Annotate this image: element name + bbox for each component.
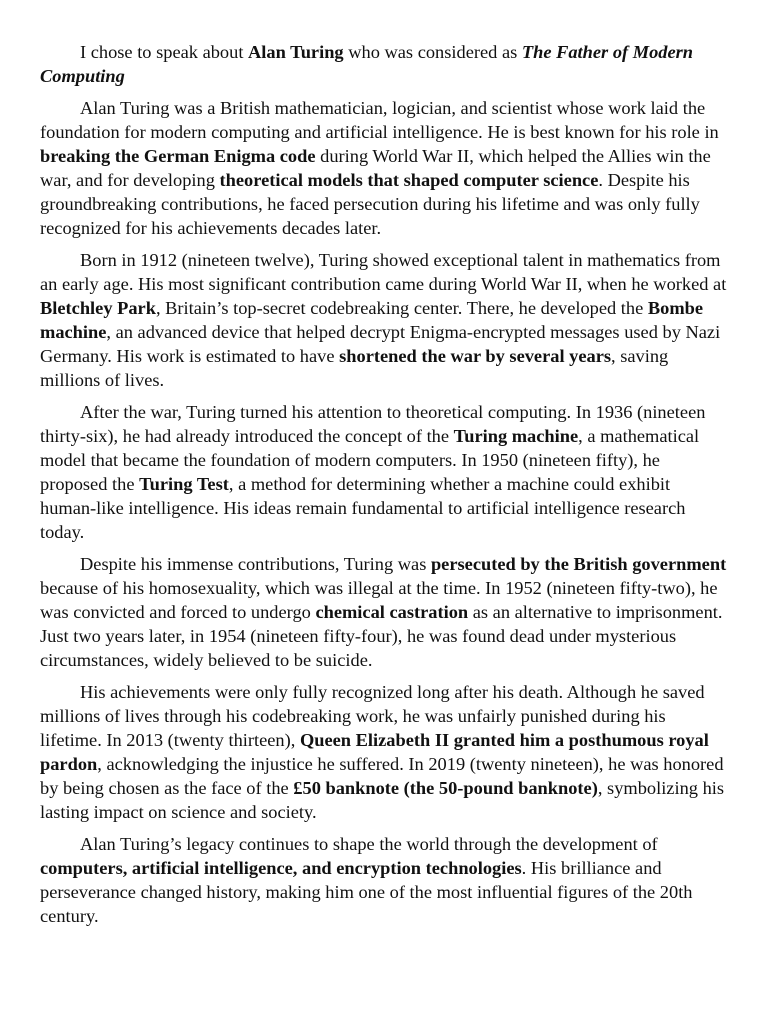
paragraph-early-life: [40, 248, 730, 392]
text-run: , saving millions of lives.: [40, 346, 669, 390]
paragraph-theoretical-computing: [40, 400, 730, 544]
text-run: , Britain’s top-secret codebreaking center. There, he developed the: [155, 298, 648, 318]
bold-text-run: persecuted by the British government: [430, 554, 727, 574]
bold-text-run: theoretical models that shaped computer science: [219, 170, 599, 190]
text-run: because of his homosexuality, which was illegal at the time. In 1952 (nineteen fifty-two), he was convicted and forced to undergo: [40, 578, 718, 622]
text-run: After the war, Turing turned his attention to theoretical computing. In 1936 (nineteen thirty-six), he had already introduced the concept of the: [40, 402, 706, 446]
bold-text-run: computers, artificial intelligence, and encryption technologies: [40, 858, 522, 878]
text-run: Alan Turing was a British mathematician, logician, and scientist whose work laid the foundation for modern computing and artificial intelligence. He is best known for his role in: [40, 98, 719, 142]
document-body: [40, 40, 730, 936]
text-run: , symbolizing his lasting impact on science and society.: [40, 778, 725, 822]
text-run: who was considered as: [343, 42, 522, 62]
bold-italic-text-run: The Father of Modern Computing: [40, 42, 694, 86]
text-run: , a method for determining whether a machine could exhibit human-like intelligence. His ideas remain fundamental to artificial intelligence research today.: [40, 474, 686, 542]
text-run: . Despite his groundbreaking contributions, he faced persecution during his lifetime and was only fully recognized for his achievements decades later.: [40, 170, 700, 238]
text-run: I chose to speak about: [80, 42, 249, 62]
text-run: during World War II, which helped the Allies win the war, and for developing: [40, 146, 711, 190]
text-run: as an alternative to imprisonment. Just two years later, in 1954 (nineteen fifty-four), he was found dead under mysterious circumstances, widely believed to be suicide.: [40, 602, 723, 670]
paragraph-legacy: [40, 832, 730, 928]
bold-text-run: breaking the German Enigma code: [40, 146, 316, 166]
text-run: , acknowledging the injustice he suffered. In 2019 (twenty nineteen), he was honored by being chosen as the face of the: [40, 754, 724, 798]
text-run: Despite his immense contributions, Turing was: [80, 554, 431, 574]
bold-text-run: Bombe machine: [40, 298, 704, 342]
paragraph-persecution: [40, 552, 730, 672]
text-run: Alan Turing’s legacy continues to shape the world through the development of: [80, 834, 658, 854]
paragraph-overview: [40, 96, 730, 240]
text-run: Born in 1912 (nineteen twelve), Turing showed exceptional talent in mathematics from an early age. His most significant contribution came during World War II, when he worked at: [40, 250, 727, 294]
bold-text-run: shortened the war by several years: [339, 346, 612, 366]
bold-text-run: £50 banknote (the 50-pound banknote): [293, 778, 598, 798]
bold-text-run: Bletchley Park: [40, 298, 156, 318]
bold-text-run: chemical castration: [315, 602, 469, 622]
bold-text-run: Turing machine: [453, 426, 579, 446]
bold-text-run: Queen Elizabeth II granted him a posthumous royal pardon: [40, 730, 709, 774]
paragraph-intro: [40, 40, 730, 88]
text-run: , an advanced device that helped decrypt Enigma-encrypted messages used by Nazi Germany. His work is estimated to have: [40, 322, 721, 366]
text-run: , a mathematical model that became the foundation of modern computers. In 1950 (nineteen fifty), he proposed the: [40, 426, 700, 494]
paragraph-recognition: [40, 680, 730, 824]
bold-text-run: Turing Test: [139, 474, 229, 494]
bold-text-run: Alan Turing: [248, 42, 344, 62]
text-run: His achievements were only fully recognized long after his death. Although he saved millions of lives through his codebreaking work, he was unfairly punished during his lifetime. In 2013 (twenty thirteen),: [40, 682, 705, 750]
text-run: . His brilliance and perseverance changed history, making him one of the most influential figures of the 20th century.: [40, 858, 693, 926]
